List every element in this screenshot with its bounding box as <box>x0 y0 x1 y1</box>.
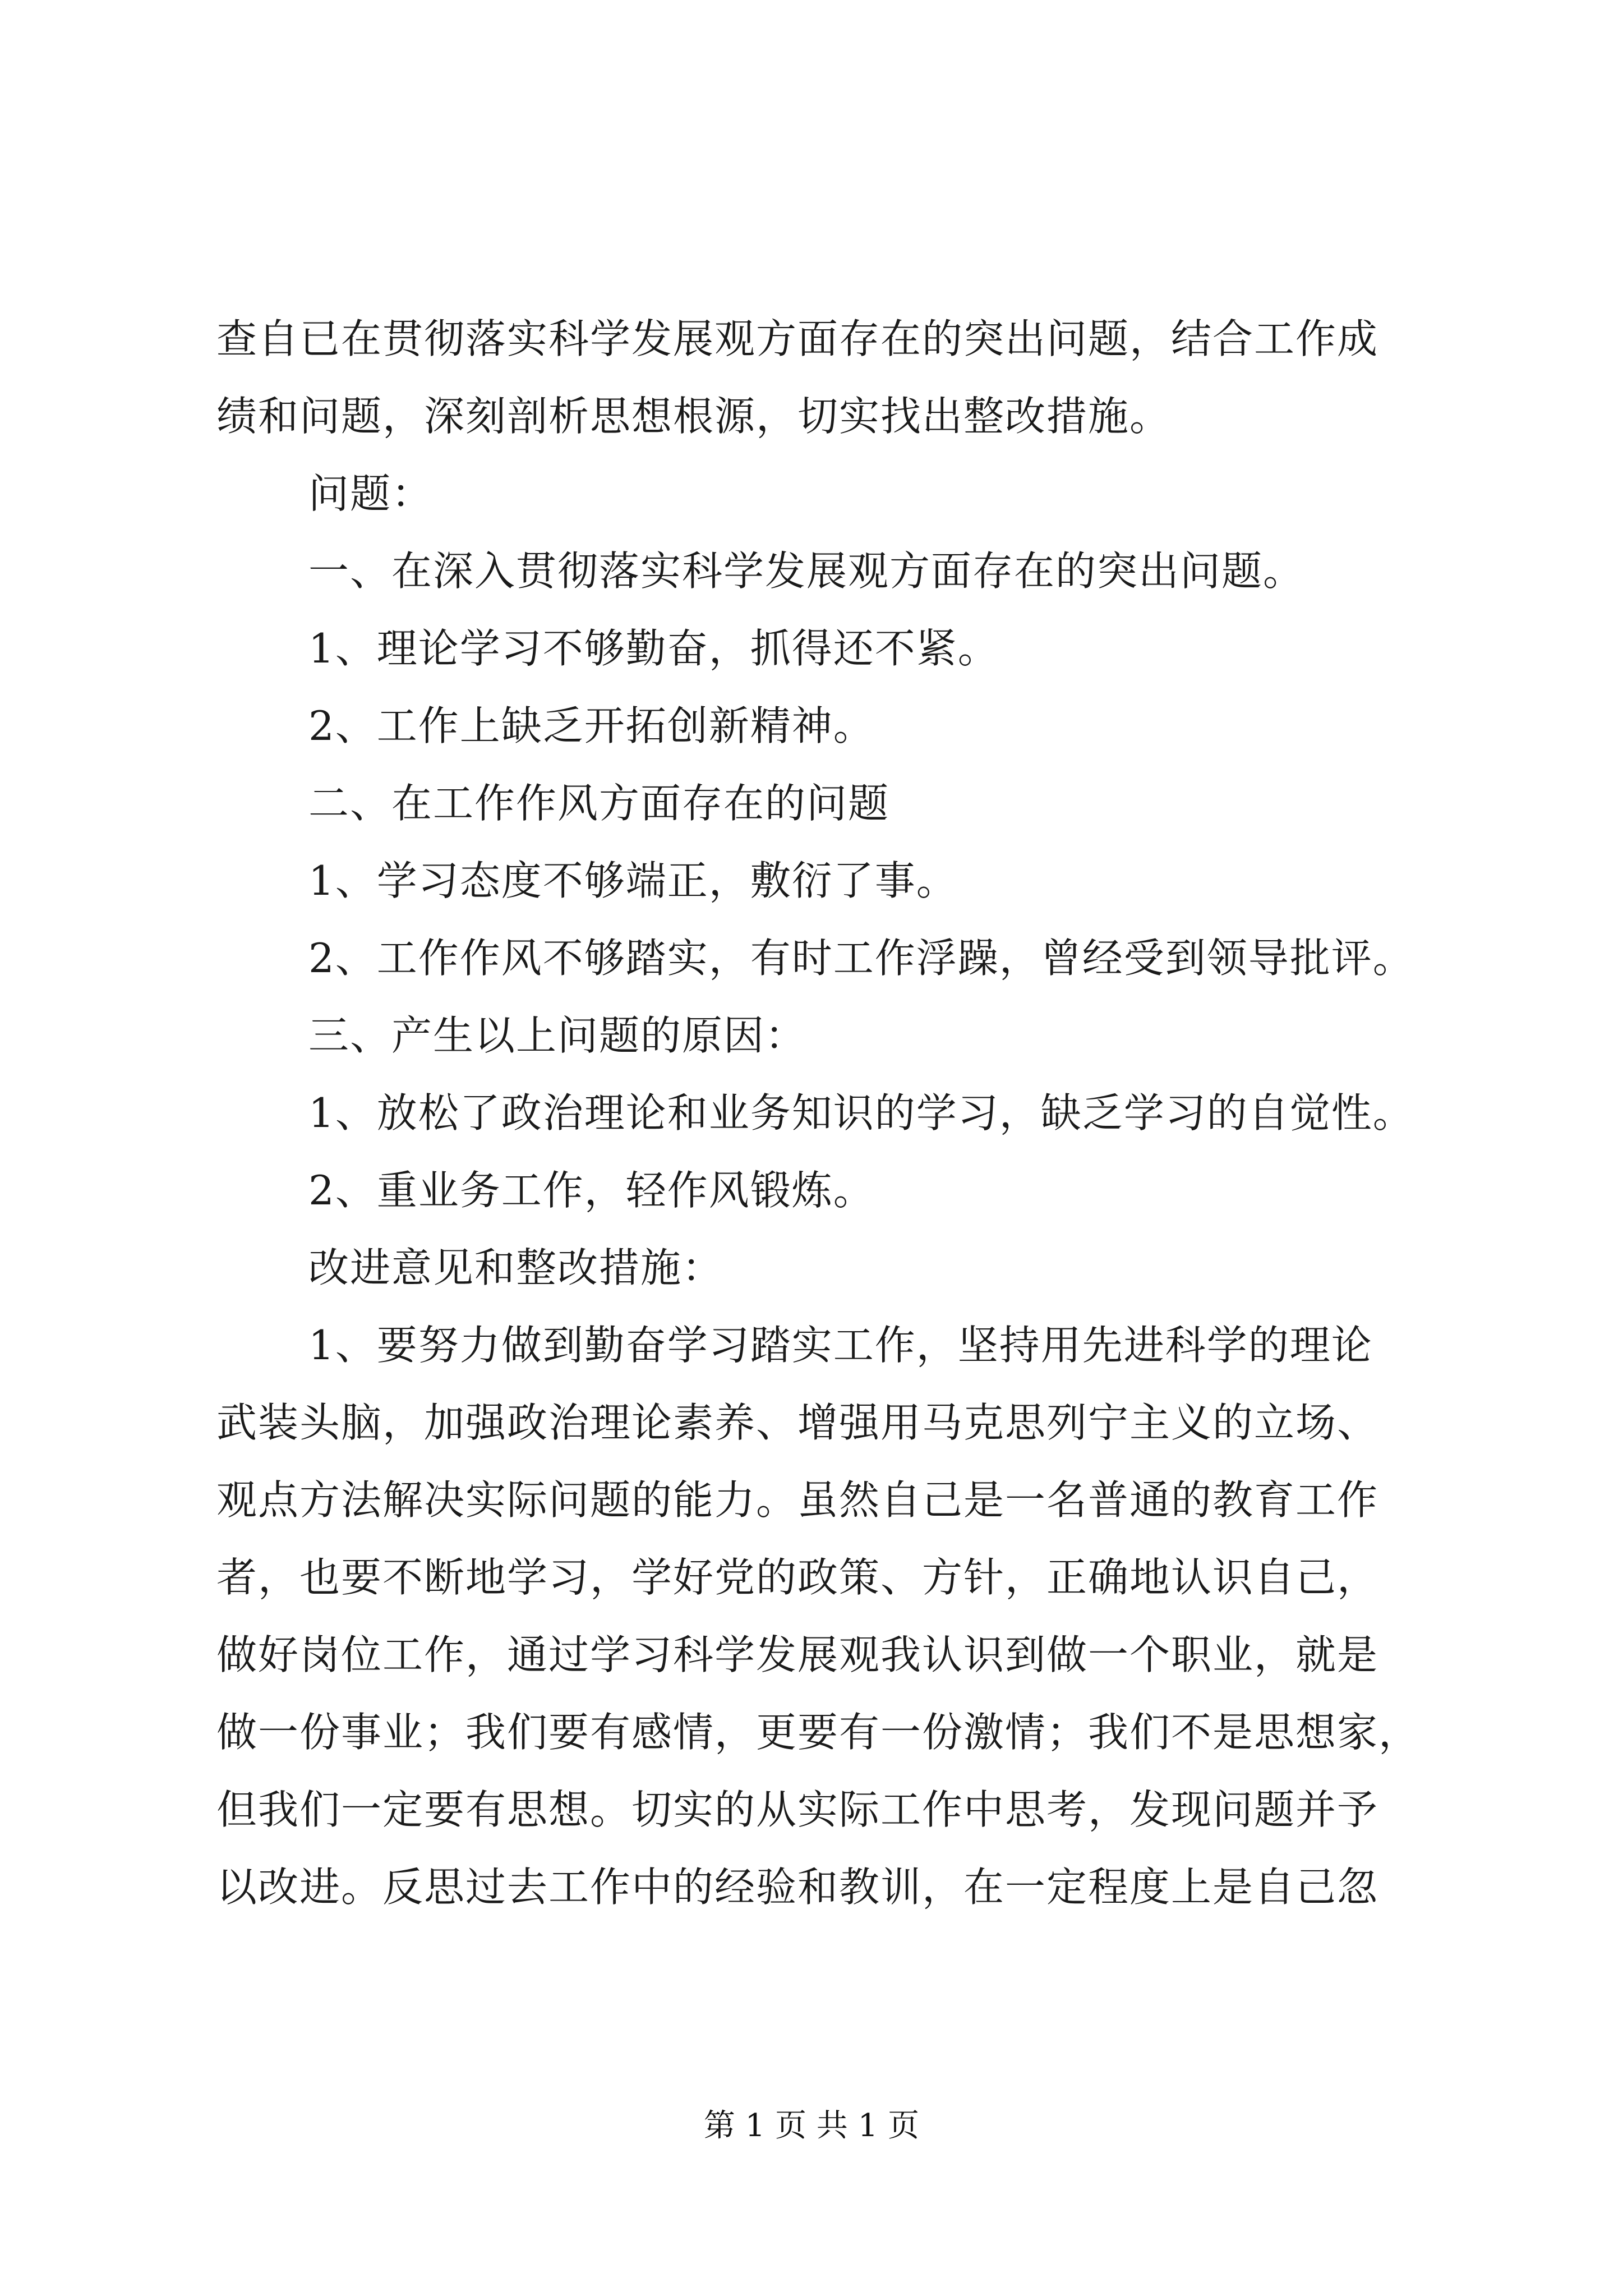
page-footer: 第 1 页 共 1 页 <box>703 2108 920 2144</box>
text-line: 2、重业务工作，轻作风锻炼。 <box>308 1167 875 1214</box>
text-line: 三、产生以上问题的原因： <box>308 1012 807 1059</box>
document-body <box>216 300 1422 1926</box>
text-line: 查自已在贯彻落实科学发展观方面存在的突出问题，结合工作成 <box>216 315 1379 362</box>
text-line: 以改进。反思过去工作中的经验和教训，在一定程度上是自己忽 <box>216 1864 1379 1911</box>
text-line: 做一份事业；我们要有感情，更要有一份激情；我们不是思想家， <box>216 1709 1421 1756</box>
text-line: 二、在工作作风方面存在的问题 <box>308 780 890 827</box>
text-line: 做好岗位工作，通过学习科学发展观我认识到做一个职业，就是 <box>216 1631 1379 1678</box>
text-line: 1、学习态度不够端正，敷衍了事。 <box>308 857 958 904</box>
text-line: 2、工作上缺乏开拓创新精神。 <box>308 702 875 749</box>
text-line: 者，也要不断地学习，学好党的政策、方针，正确地认识自己， <box>216 1554 1379 1601</box>
text-line: 观点方法解决实际问题的能力。虽然自己是一名普通的教育工作 <box>216 1476 1379 1524</box>
text-line: 武装头脑，加强政治理论素养、增强用马克思列宁主义的立场、 <box>216 1399 1379 1446</box>
text-line: 1、放松了政治理论和业务知识的学习，缺乏学习的自觉性。 <box>308 1089 1414 1137</box>
text-line: 但我们一定要有思想。切实的从实际工作中思考，发现问题并予 <box>216 1786 1379 1833</box>
text-line: 改进意见和整改措施： <box>308 1244 724 1291</box>
text-line: 1、理论学习不够勤奋，抓得还不紧。 <box>308 625 999 672</box>
text-line: 绩和问题，深刻剖析思想根源，切实找出整改措施。 <box>216 393 1172 440</box>
text-line: 问题： <box>308 470 434 517</box>
text-line: 一、在深入贯彻落实科学发展观方面存在的突出问题。 <box>308 547 1305 595</box>
text-line: 2、工作作风不够踏实，有时工作浮躁，曾经受到领导批评。 <box>308 935 1414 982</box>
text-line: 1、要努力做到勤奋学习踏实工作，坚持用先进科学的理论 <box>308 1322 1373 1369</box>
